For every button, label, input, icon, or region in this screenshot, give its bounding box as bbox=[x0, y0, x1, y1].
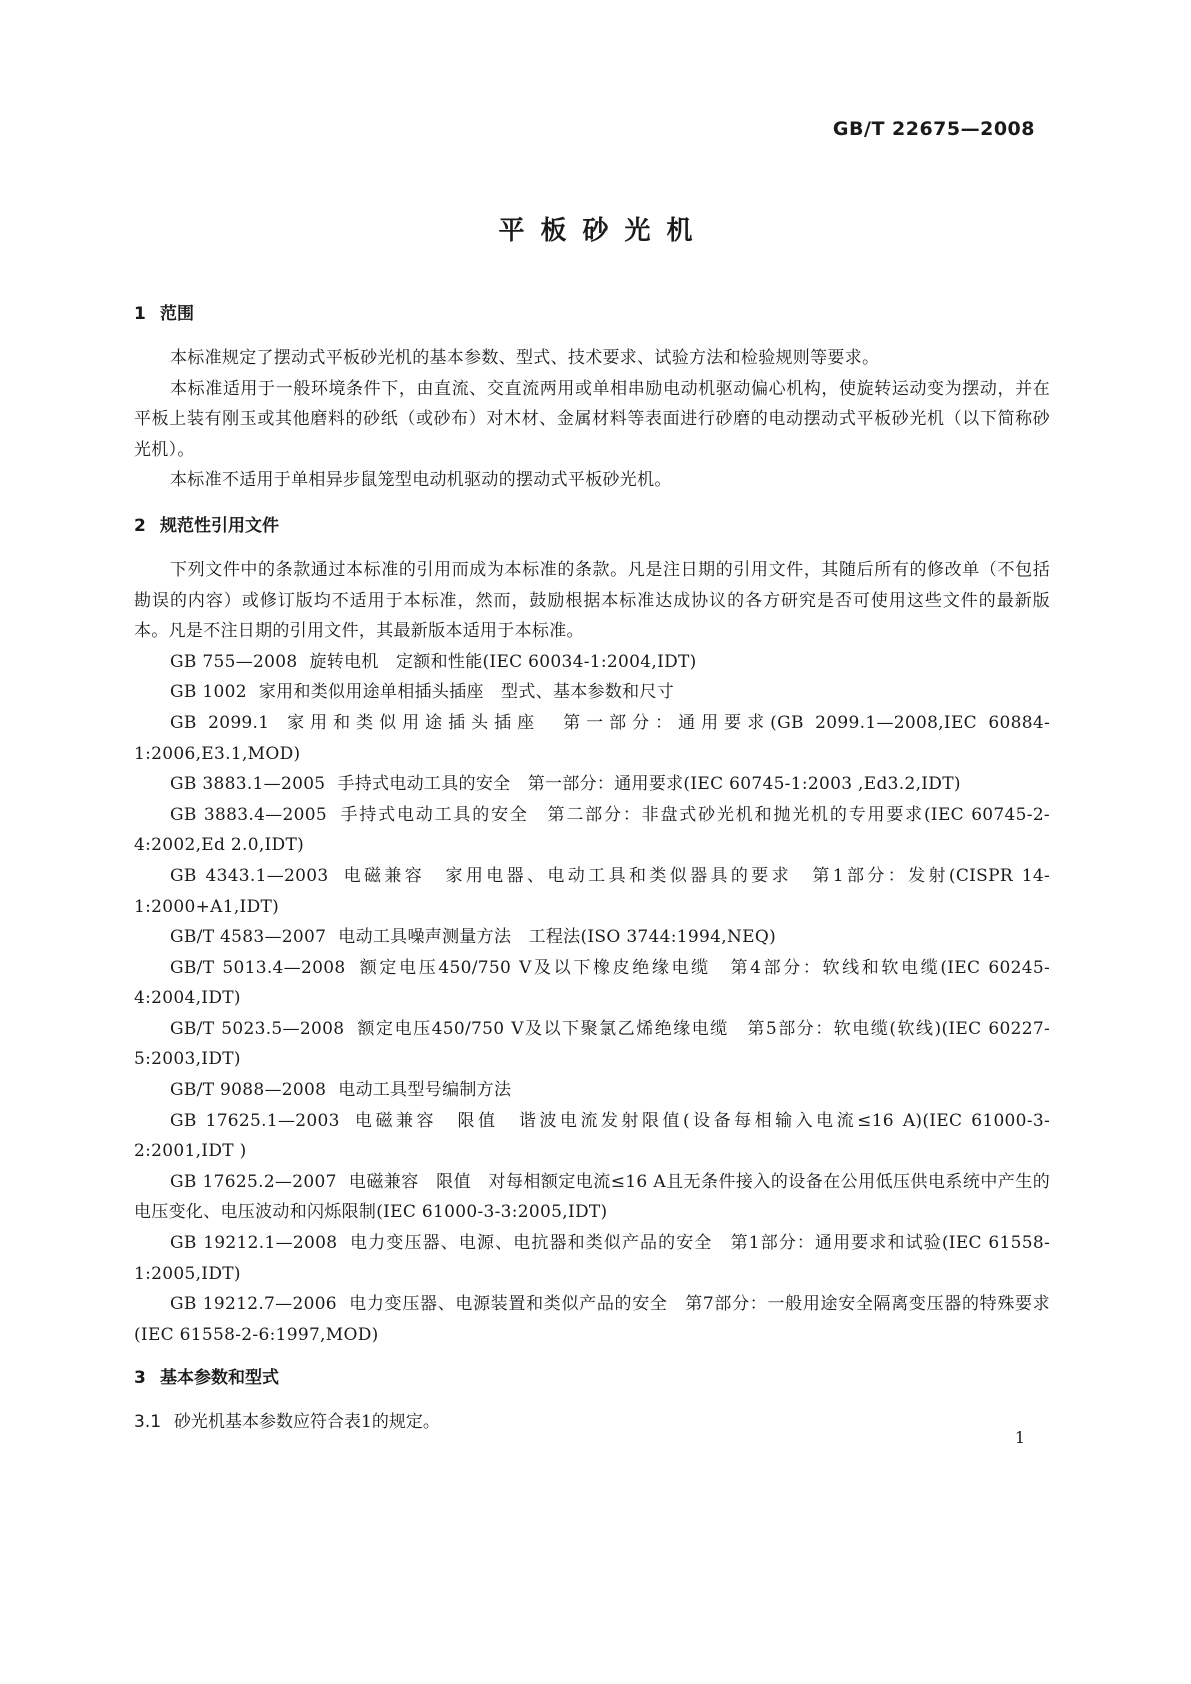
reference-title: 额定电压450/750 V及以下聚氯乙烯绝缘电缆 第5部分：软电缆(软线)(IEC 60227-5:2003,IDT) bbox=[134, 1018, 1050, 1070]
paragraph: 本标准适用于一般环境条件下，由直流、交直流两用或单相串励电动机驱动偏心机构，使旋转运动变为摆动，并在平板上装有刚玉或其他磨料的砂纸（或砂布）对木材、金属材料等表面进行砂磨的电动摆动式平板砂光机（以下简称砂光机）。 bbox=[134, 378, 1050, 460]
standard-number: GB/T 22675—2008 bbox=[832, 118, 1035, 140]
reference-item bbox=[134, 1289, 1050, 1350]
section-3-heading bbox=[134, 1362, 1050, 1394]
document-body bbox=[134, 298, 1050, 1437]
reference-item bbox=[134, 922, 1050, 953]
reference-title: 旋转电机 定额和性能(IEC 60034-1:2004,IDT) bbox=[309, 651, 697, 672]
reference-code: GB 17625.1—2003 bbox=[170, 1110, 340, 1131]
clause-number: 3.1 bbox=[134, 1412, 162, 1433]
reference-item bbox=[134, 1106, 1050, 1167]
page-number: 1 bbox=[1014, 1428, 1025, 1447]
reference-title: 手持式电动工具的安全 第一部分：通用要求(IEC 60745-1:2003 ,Ed3.2,IDT) bbox=[337, 774, 961, 795]
reference-title: 家用和类似用途单相插头插座 型式、基本参数和尺寸 bbox=[258, 682, 675, 703]
reference-title: 电动工具型号编制方法 bbox=[338, 1080, 512, 1101]
reference-item bbox=[134, 769, 1050, 800]
reference-code: GB 2099.1 bbox=[170, 712, 270, 733]
reference-item bbox=[134, 800, 1050, 861]
reference-title: 电力变压器、电源装置和类似产品的安全 第7部分：一般用途安全隔离变压器的特殊要求(IEC 61558-2-6:1997,MOD) bbox=[134, 1294, 1050, 1345]
reference-title: 电力变压器、电源、电抗器和类似产品的安全 第1部分：通用要求和试验(IEC 61558-1:2005,IDT) bbox=[134, 1233, 1050, 1284]
reference-code: GB 3883.1—2005 bbox=[170, 774, 326, 795]
section-title: 基本参数和型式 bbox=[160, 1368, 279, 1389]
reference-title: 手持式电动工具的安全 第二部分：非盘式砂光机和抛光机的专用要求(IEC 60745-2-4:2002,Ed 2.0,IDT) bbox=[134, 804, 1050, 856]
section-1-heading bbox=[134, 298, 1050, 330]
paragraph: 下列文件中的条款通过本标准的引用而成为本标准的条款。凡是注日期的引用文件，其随后所有的修改单（不包括勘误的内容）或修订版均不适用于本标准，然而，鼓励根据本标准达成协议的各方研究是否可使用这些文件的最新版本。凡是不注日期的引用文件，其最新版本适用于本标准。 bbox=[134, 559, 1050, 642]
section-number: 1 bbox=[134, 304, 146, 324]
document-title: 平板砂光机 bbox=[498, 216, 709, 246]
paragraph: 本标准不适用于单相异步鼠笼型电动机驱动的摆动式平板砂光机。 bbox=[170, 470, 672, 491]
reference-item bbox=[134, 861, 1050, 922]
reference-code: GB 17625.2—2007 bbox=[170, 1171, 337, 1192]
reference-code: GB 755—2008 bbox=[170, 651, 298, 672]
reference-title: 电磁兼容 家用电器、电动工具和类似器具的要求 第1部分：发射(CISPR 14-1:2000+A1,IDT) bbox=[134, 865, 1050, 917]
reference-item bbox=[134, 647, 1050, 678]
reference-code: GB 4343.1—2003 bbox=[170, 865, 329, 886]
reference-item bbox=[134, 953, 1050, 1014]
reference-code: GB/T 5013.4—2008 bbox=[170, 957, 346, 978]
section-2-heading bbox=[134, 510, 1050, 542]
clause-text: 砂光机基本参数应符合表1的规定。 bbox=[174, 1412, 440, 1433]
section-title: 规范性引用文件 bbox=[160, 515, 279, 536]
section-number: 3 bbox=[134, 1368, 146, 1389]
section-number: 2 bbox=[134, 515, 146, 536]
reference-item bbox=[134, 1075, 1050, 1106]
reference-item bbox=[134, 677, 1050, 708]
reference-item bbox=[134, 1167, 1050, 1228]
reference-code: GB/T 9088—2008 bbox=[170, 1080, 327, 1101]
section-title: 范围 bbox=[160, 304, 194, 324]
reference-item bbox=[134, 1228, 1050, 1289]
reference-code: GB 1002 bbox=[170, 682, 247, 703]
reference-title: 电磁兼容 限值 对每相额定电流≤16 A且无条件接入的设备在公用低压供电系统中产生的电压变化、电压波动和闪烁限制(IEC 61000-3-3:2005,IDT) bbox=[134, 1171, 1050, 1223]
reference-title: 电磁兼容 限值 谐波电流发射限值(设备每相输入电流≤16 A)(IEC 61000-3-2:2001,IDT ) bbox=[134, 1110, 1050, 1162]
reference-list bbox=[134, 647, 1050, 1351]
reference-code: GB 19212.7—2006 bbox=[170, 1294, 337, 1315]
clause-3-1 bbox=[134, 1407, 1050, 1437]
reference-item bbox=[134, 708, 1050, 769]
reference-item bbox=[134, 1014, 1050, 1075]
reference-code: GB 3883.4—2005 bbox=[170, 804, 327, 825]
reference-title: 家用和类似用途插头插座 第一部分：通用要求(GB 2099.1—2008,IEC 60884-1:2006,E3.1,MOD) bbox=[134, 712, 1050, 764]
reference-code: GB/T 5023.5—2008 bbox=[170, 1018, 345, 1039]
reference-code: GB 19212.1—2008 bbox=[170, 1233, 338, 1254]
paragraph: 本标准规定了摆动式平板砂光机的基本参数、型式、技术要求、试验方法和检验规则等要求。 bbox=[170, 348, 880, 368]
reference-title: 电动工具噪声测量方法 工程法(ISO 3744:1994,NEQ) bbox=[338, 927, 777, 948]
reference-title: 额定电压450/750 V及以下橡皮绝缘电缆 第4部分：软线和软电缆(IEC 60245-4:2004,IDT) bbox=[134, 957, 1050, 1009]
reference-code: GB/T 4583—2007 bbox=[170, 927, 327, 948]
